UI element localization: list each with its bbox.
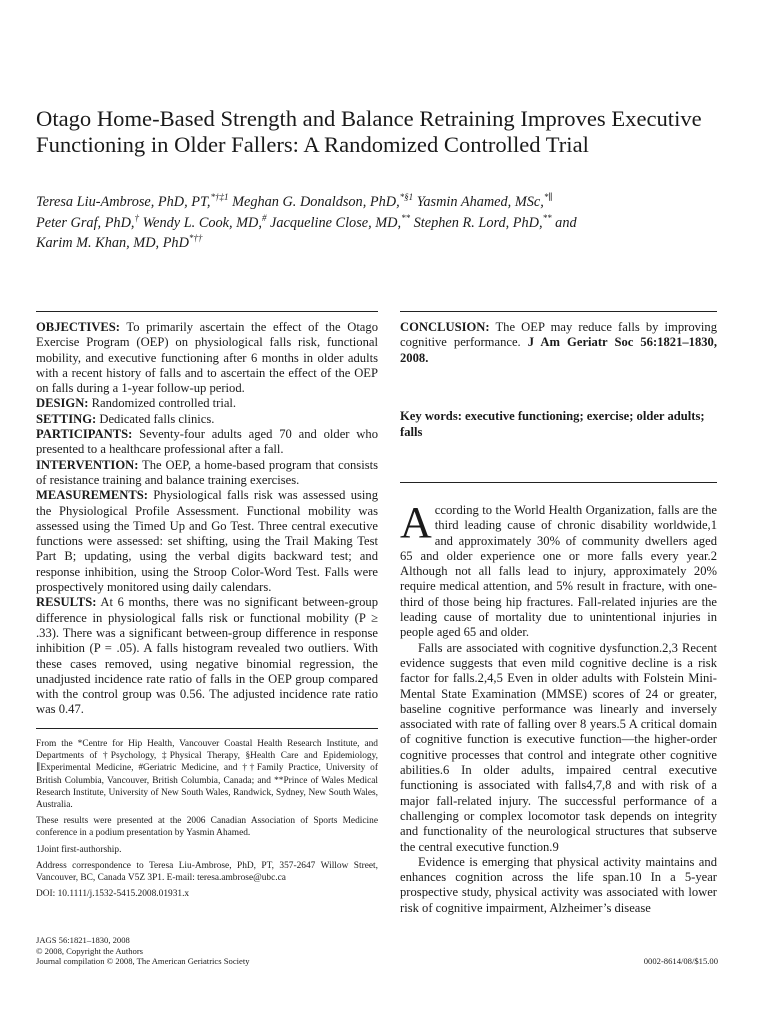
abstract-left-column	[36, 320, 378, 718]
footnotes	[36, 738, 378, 904]
abstract-conclusion: CONCLUSION: The OEP may reduce falls by improving cognitive performance. J Am Geriatr Soc 56:1821–1830, 2008.	[400, 320, 718, 365]
body-paragraph: Falls are associated with cognitive dysfunction.2,3 Recent evidence suggests that even mild cognitive decline is a risk factor for falls.2,4,5 Even in older adults with Folstein Mini-Mental State Examination (MMSE) scores of 24 or greater, baseline cognitive performance was linearly and inversely associated with rate of falling over 8 years.5 A critical domain of cognitive function is executive function—the higher-order cognitive processes that control and integrate other cognitive abilities.6 In older adults, impaired central executive functioning is associated with falls4,7,8 and with risk of a major fall-related injury. The successful performance of a challenging or complex locomotor task depends on integrity and functionality of the neurological structures that subserve the central executive function.9	[400, 640, 717, 854]
author-affiliation-marks: #	[261, 212, 267, 223]
author-affiliation-marks: *∥	[543, 192, 553, 203]
page-footer-left	[36, 935, 356, 967]
footnote-correspondence: Address correspondence to Teresa Liu-Ambrose, PhD, PT, 357-2647 Willow Street, Vancouver, BC, Canada V5Z 3P1. E-mail: teresa.ambrose@ubc.ca	[36, 860, 378, 884]
abstract-design: DESIGN: Randomized controlled trial.	[36, 396, 237, 411]
footnote-presentation: These results were presented at the 2006 Canadian Association of Sports Medicine conference in a podium presentation by Yasmin Ahamed.	[36, 816, 378, 839]
keywords: Key words: executive functioning; exercise; older adults; falls	[400, 409, 705, 439]
author-name: Teresa Liu-Ambrose, PhD, PT,	[36, 194, 211, 210]
footnote-affiliations: From the *Centre for Hip Health, Vancouver Coastal Health Research Institute, and Departments of †Psychology, ‡Physical Therapy, §Health Care and Epidemiology, ∥Experimental Medicine, #Geriatric Medicine, and ††Family Practice, University of British Columbia, Vancouver, British Columbia, Canada; and **Prince of Wales Medical Research Institute, University of New South Wales, Randwick, Sydney, New South Wales, Australia.	[36, 739, 378, 811]
abstract-objectives: OBJECTIVES: To primarily ascertain the effect of the Otago Exercise Program (OEP) on physiological falls risk, functional mobility, and executive functioning after 6 months in older adults with a recent history of falls and to ascertain the effect of the OEP on falls during a 1-year follow-up period.	[36, 320, 378, 396]
abstract-bottom-rule	[400, 482, 717, 483]
author-affiliation-marks: *††	[188, 233, 203, 244]
author-affiliation-marks: **	[401, 212, 411, 223]
author-name: Stephen R. Lord, PhD,	[413, 214, 543, 231]
author-name: Wendy L. Cook, MD,	[142, 214, 262, 231]
abstract-right-column	[400, 320, 717, 366]
abstract-participants: PARTICIPANTS: Seventy-four adults aged 70 and older who presented to a healthcare professional after a fall.	[36, 427, 378, 457]
issn-code: 0002-8614/08/$15.00	[643, 956, 718, 966]
footnote-joint-authorship: 1Joint first-authorship.	[36, 844, 122, 855]
author-list: Teresa Liu-Ambrose, PhD, PT,$^{*\dagger\ddagger 1}$ Meghan G. Donaldson, PhD,$^{*\S 1}$ Yasmin Ahamed, MSc,*∥ Peter Graf, PhD,† Wendy L. Cook, MD,# Jacqueline Close, MD,** Stephen R. Lord, PhD,** and Karim M. Khan, MD, PhD*††	[36, 192, 577, 251]
abstract-top-rule-right	[400, 311, 717, 312]
abstract-results: RESULTS: At 6 months, there was no significant between-group difference in physiological falls risk or functional mobility (P ≥ .33). There was a significant between-group difference in response inhibition (P = .05). A falls histogram revealed two outliers. With these cases removed, using negative binomial regression, the unadjusted incidence rate ratio of falls in the OEP group compared with the control group was 0.56. The adjusted incidence rate ratio was 0.47.	[36, 595, 378, 717]
author-affiliation-marks: *†‡1	[210, 192, 229, 203]
copyright-line: © 2008, Copyright the Authors	[36, 945, 144, 956]
article-title: Otago Home-Based Strength and Balance Retraining Improves Executive Functioning in Older Fallers: A Randomized Controlled Trial	[36, 106, 702, 157]
compilation-line: Journal compilation © 2008, The American Geriatrics Society	[36, 956, 250, 967]
author-name: Jacqueline Close, MD,	[270, 214, 402, 231]
author-affiliation-marks: **	[542, 212, 552, 223]
abstract-setting: SETTING: Dedicated falls clinics.	[36, 411, 215, 426]
abstract-measurements: MEASUREMENTS: Physiological falls risk was assessed using the Physiological Profile Assessment. Functional mobility was assessed using the Timed Up and Go Test. Three central executive functions were assessed: set shifting, using the Trail Making Test Part B; updating, using the verbal digits backward test; and response inhibition, using the Stroop Color-Word Test. Falls were prospectively monitored using daily calendars.	[36, 488, 378, 595]
body-paragraph: According to the World Health Organization, falls are the third leading cause of chronic disability worldwide,1 and approximately 30% of community dwellers aged 65 and older experience one or more falls every year.2 Although not all falls lead to injury, approximately 20% require medical attention, and 5% result in fracture, with one-third of those being hip fractures. Fall-related injuries are the leading cause of mortality due to unintentional injuries in people aged 65 and older.	[400, 498, 717, 640]
author-name: Meghan G. Donaldson, PhD,	[232, 194, 400, 210]
author-name: Yasmin Ahamed, MSc,	[416, 194, 544, 210]
author-affiliation-marks: *§1	[399, 192, 414, 203]
body-paragraph: Evidence is emerging that physical activity maintains and enhances cognition across the life span.10 In a 5-year prospective study, physical activity was associated with lower risk of cognitive impairment, Alzheimer’s disease	[400, 854, 717, 915]
author-name: Karim M. Khan, MD, PhD	[36, 235, 189, 251]
abstract-top-rule-left	[36, 311, 378, 312]
drop-cap: A	[400, 498, 432, 547]
footnote-rule	[36, 728, 378, 729]
author-name: Peter Graf, PhD,	[36, 214, 135, 231]
article-body	[400, 498, 717, 916]
journal-citation: J Am Geriatr Soc 56:1821–1830, 2008.	[400, 335, 717, 365]
abstract-intervention: INTERVENTION: The OEP, a home-based program that consists of resistance training and balance training exercises.	[36, 457, 379, 487]
author-affiliation-marks: †	[134, 212, 139, 223]
journal-issue: JAGS 56:1821–1830, 2008	[36, 935, 130, 945]
footnote-doi: DOI: 10.1111/j.1532-5415.2008.01931.x	[36, 889, 190, 900]
